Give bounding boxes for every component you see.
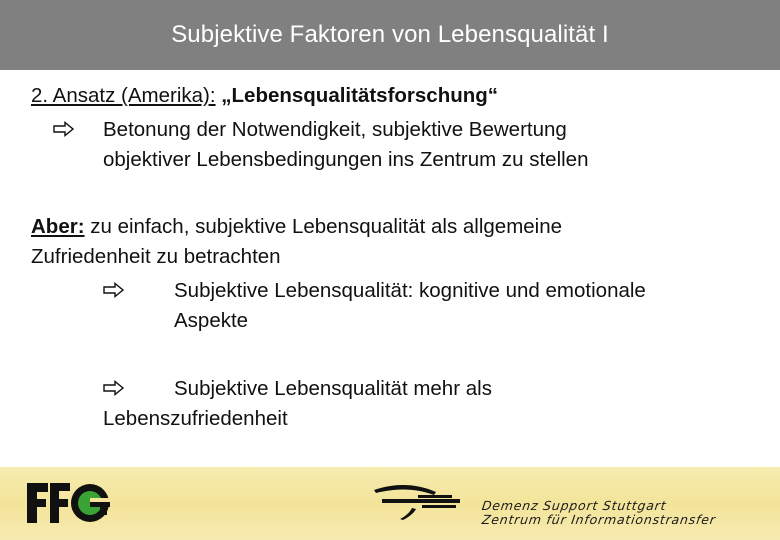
page-title: Subjektive Faktoren von Lebensqualität I	[171, 21, 609, 48]
bullet-text-continued: objektiver Lebensbedingungen ins Zentrum zu stellen	[103, 148, 589, 171]
footer-band	[0, 467, 780, 540]
bullet-text: Subjektive Lebensqualität: kognitive und emotionale	[174, 279, 646, 302]
bullet-text: Subjektive Lebensqualität mehr als	[174, 377, 492, 400]
ffg-logo	[26, 481, 112, 525]
dsz-logo	[372, 481, 464, 521]
outlined-right-arrow-icon	[103, 380, 125, 396]
outlined-right-arrow-icon	[53, 121, 75, 137]
approach-name: „Lebensqualitätsforschung“	[221, 84, 499, 107]
section2-text: zu einfach, subjektive Lebensqualität als allgemeine	[84, 215, 563, 238]
section2-line2: Zufriedenheit zu betrachten	[31, 245, 281, 268]
section2-line1	[31, 211, 562, 242]
outlined-right-arrow-icon	[103, 282, 125, 298]
bullet-text-continued: Aspekte	[174, 309, 249, 332]
section1-heading	[31, 80, 498, 111]
bullet-text: Betonung der Notwendigkeit, subjektive Bewertung	[103, 118, 567, 141]
approach-label: 2. Ansatz (Amerika):	[31, 84, 216, 107]
but-label: Aber:	[31, 215, 85, 238]
title-bar	[0, 0, 780, 70]
org-name: Demenz Support Stuttgart	[480, 498, 668, 513]
bullet-text-continued: Lebenszufriedenheit	[103, 407, 288, 430]
org-subtitle: Zentrum für Informationstransfer	[480, 512, 717, 527]
